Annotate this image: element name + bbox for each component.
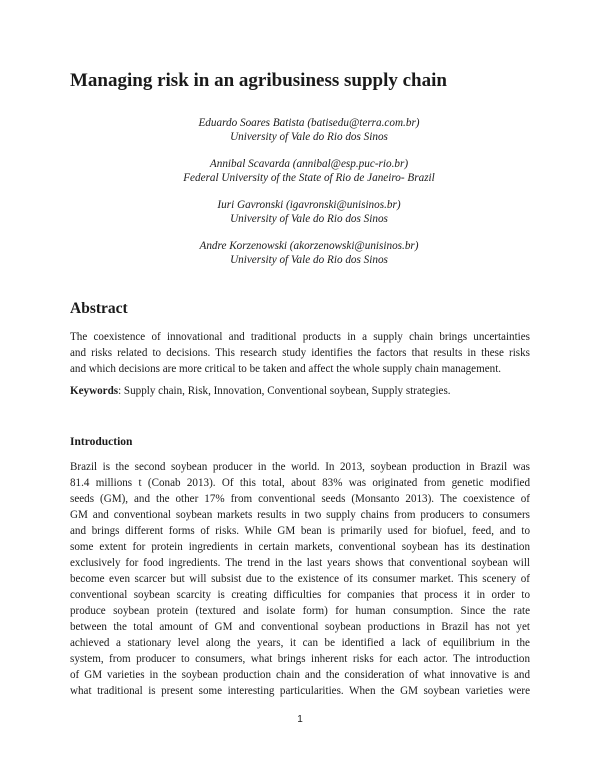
text-line: and brings different forms of risks. While GM bean is primarily used for biofuel, feed, and to: [70, 525, 530, 537]
text-line: what traditional is present some interesting particularities. When the GM soybean varieties were: [70, 685, 530, 697]
text-line: conventional soybean scarcity is creating difficulties for companies that process it in order to: [70, 589, 530, 601]
text-line: between the total amount of GM and conventional soybean productions in Brazil has not yet: [70, 621, 530, 633]
text-line: 81.4 millions t (Conab 2013). Of this total, about 83% was originated from genetic modified: [70, 477, 530, 489]
text-line: Brazil is the second soybean producer in the world. In 2013, soybean production in Brazil was: [70, 461, 530, 473]
keywords-text: : Supply chain, Risk, Innovation, Conventional soybean, Supply strategies.: [118, 385, 451, 397]
text-line: become even scarcer but will subsist due to the existence of its consumer market. This scenery of: [70, 573, 530, 585]
author-affiliation: Federal University of the State of Rio de Janeiro- Brazil: [183, 172, 435, 184]
abstract-text: [70, 329, 530, 377]
introduction-text: [70, 459, 530, 699]
text-line: The coexistence of innovational and traditional products in a supply chain brings uncertainties: [70, 331, 530, 343]
text-line: GM and conventional soybean markets results in two supply chains from producers to consumers: [70, 509, 530, 521]
text-line: and risks related to decisions. This research study identifies the factors that results in these risks: [70, 347, 530, 359]
text-line: system, from producer to consumers, what brings inherent risks for each actor. The introduction: [70, 653, 530, 665]
paper-title: Managing risk in an agribusiness supply chain: [70, 70, 447, 91]
introduction-heading: Introduction: [70, 436, 133, 448]
text-line: achieved a stationary level along the years, it can be identified a lack of equilibrium in the: [70, 637, 530, 649]
author-name-email: Iuri Gavronski (igavronski@unisinos.br): [217, 199, 401, 211]
author-affiliation: University of Vale do Rio dos Sinos: [230, 254, 388, 266]
author-affiliation: University of Vale do Rio dos Sinos: [230, 213, 388, 225]
text-line: exclusively for food ingredients. The trend in the last years shows that conventional soybean will: [70, 557, 530, 569]
keywords-label: Keywords: [70, 385, 119, 397]
author-block: [0, 116, 600, 280]
text-line: of GM varieties in the soybean production chain and the consideration of what innovative is and: [70, 669, 530, 681]
author-name-email: Andre Korzenowski (akorzenowski@unisinos.br): [199, 240, 419, 252]
text-line: and which decisions are more critical to be taken and affect the whole supply chain management.: [70, 363, 502, 375]
author-name-email: Eduardo Soares Batista (batisedu@terra.com.br): [198, 117, 420, 129]
author-entry: [0, 157, 600, 185]
text-line: some extent for protein ingredients in certain markets, conventional soybean has its destination: [70, 541, 530, 553]
author-affiliation: University of Vale do Rio dos Sinos: [230, 131, 388, 143]
author-entry: [0, 116, 600, 144]
abstract-heading: Abstract: [70, 300, 128, 317]
author-entry: [0, 198, 600, 226]
author-entry: [0, 239, 600, 267]
text-line: seeds (GM), and the other 17% from conventional seeds (Monsanto 2013). The coexistence of: [70, 493, 530, 505]
keywords-line: [70, 385, 451, 397]
page-number: 1: [297, 714, 303, 725]
text-line: produce soybean protein (textured and isolate form) for human consumption. Since the rate: [70, 605, 530, 617]
author-name-email: Annibal Scavarda (annibal@esp.puc-rio.br): [209, 158, 409, 170]
